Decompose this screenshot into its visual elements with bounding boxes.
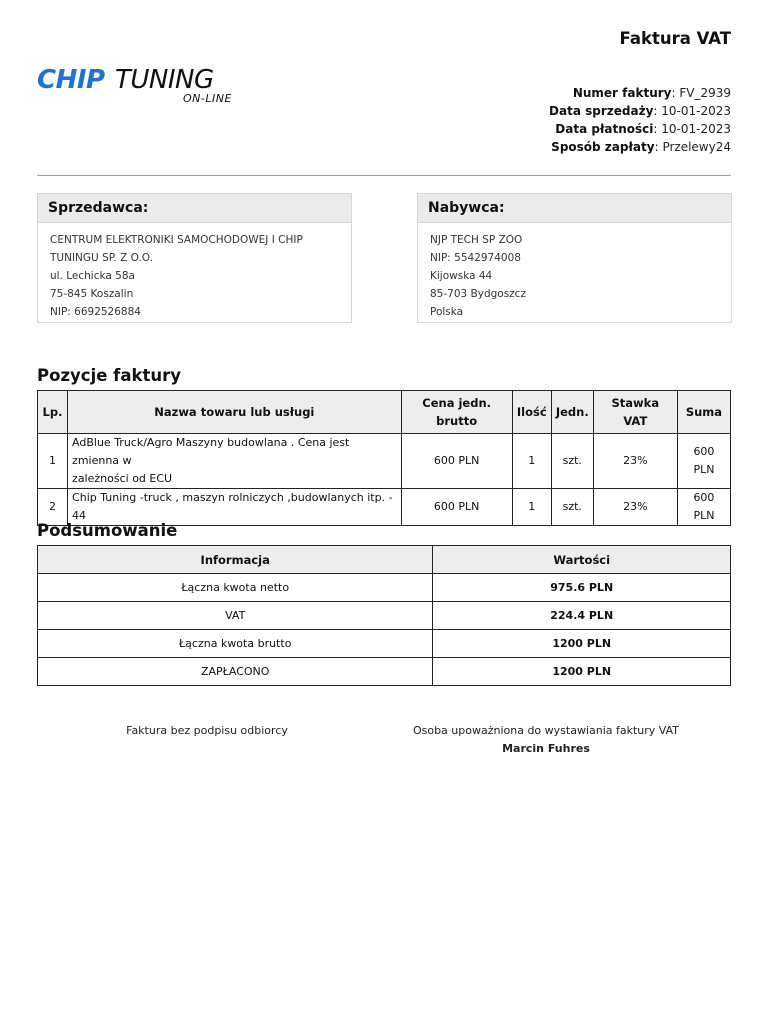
buyer-heading: Nabywca:	[418, 194, 731, 223]
col-price: Cena jedn. brutto	[401, 391, 512, 434]
cell-vat: 23%	[593, 434, 677, 489]
summary-label: Łączna kwota netto	[38, 574, 433, 602]
cell-qty: 1	[512, 489, 551, 526]
summary-row	[38, 574, 731, 602]
summary-title: Podsumowanie	[37, 521, 178, 540]
summary-value: 975.6 PLN	[433, 574, 731, 602]
buyer-box	[417, 193, 732, 323]
seller-line: CENTRUM ELEKTRONIKI SAMOCHODOWEJ I CHIP	[50, 234, 303, 246]
divider	[37, 175, 731, 176]
seller-line: 75-845 Koszalin	[50, 288, 134, 300]
cell-lp: 1	[38, 434, 68, 489]
seller-line: ul. Lechicka 58a	[50, 270, 135, 282]
summary-value: 224.4 PLN	[433, 602, 731, 630]
cell-unit: szt.	[551, 434, 593, 489]
cell-lp: 2	[38, 489, 68, 526]
summary-label: ZAPŁACONO	[38, 658, 433, 686]
cell-unit: szt.	[551, 489, 593, 526]
summary-value: 1200 PLN	[433, 630, 731, 658]
document-title: Faktura VAT	[619, 29, 731, 48]
cell-name: Chip Tuning -truck , maszyn rolniczych ,budowlanych itp. - 44	[68, 489, 402, 526]
col-qty: Ilość	[512, 391, 551, 434]
summary-label: Łączna kwota brutto	[38, 630, 433, 658]
seller-box	[37, 193, 352, 323]
footer-issuer	[396, 722, 696, 758]
cell-qty: 1	[512, 434, 551, 489]
invoice-meta	[549, 84, 731, 156]
cell-price: 600 PLN	[401, 434, 512, 489]
issuer-label: Osoba upoważniona do wystawiania faktury VAT	[412, 724, 680, 737]
svg-text:ON-LINE: ON-LINE	[183, 92, 232, 105]
buyer-line: NIP: 5542974008	[430, 252, 521, 264]
footer-recipient-note: Faktura bez podpisu odbiorcy	[126, 724, 288, 737]
summary-row	[38, 602, 731, 630]
cell-name: AdBlue Truck/Agro Maszyny budowlana . Cena jest zmienna w zależności od ECU	[68, 434, 402, 489]
col-lp: Lp.	[38, 391, 68, 434]
items-title: Pozycje faktury	[37, 366, 181, 385]
cell-price: 600 PLN	[401, 489, 512, 526]
cell-vat: 23%	[593, 489, 677, 526]
summary-header-row	[38, 546, 731, 574]
summary-table	[37, 545, 731, 686]
col-vat: Stawka VAT	[593, 391, 677, 434]
summary-row	[38, 658, 731, 686]
col-unit: Jedn.	[551, 391, 593, 434]
items-table	[37, 390, 731, 526]
table-row	[38, 434, 731, 489]
col-value: Wartości	[433, 546, 731, 574]
meta-sale-date: Data sprzedaży: 10-01-2023	[549, 104, 731, 118]
col-name: Nazwa towaru lub usługi	[68, 391, 402, 434]
meta-payment-method: Sposób zapłaty: Przelewy24	[551, 140, 731, 154]
seller-line: NIP: 6692526884	[50, 306, 141, 318]
seller-heading: Sprzedawca:	[38, 194, 351, 223]
seller-details	[38, 223, 351, 321]
buyer-line: Kijowska 44	[430, 270, 493, 282]
buyer-line: NJP TECH SP ZOO	[430, 234, 523, 246]
svg-text:CHIP: CHIP	[37, 66, 105, 95]
col-sum: Suma	[677, 391, 730, 434]
seller-line: TUNINGU SP. Z O.O.	[50, 252, 153, 264]
summary-label: VAT	[38, 602, 433, 630]
cell-sum: 600 PLN	[677, 434, 730, 489]
issuer-name: Marcin Fuhres	[502, 742, 590, 755]
buyer-line: Polska	[430, 306, 464, 318]
cell-sum: 600 PLN	[677, 489, 730, 526]
meta-payment-date: Data płatności: 10-01-2023	[555, 122, 731, 136]
buyer-line: 85-703 Bydgoszcz	[430, 288, 526, 300]
summary-row	[38, 630, 731, 658]
meta-invoice-number: Numer faktury: FV_2939	[572, 86, 731, 100]
items-header-row	[38, 391, 731, 434]
svg-text:TUNING: TUNING	[115, 66, 214, 95]
summary-value: 1200 PLN	[433, 658, 731, 686]
col-info: Informacja	[38, 546, 433, 574]
table-row	[38, 489, 731, 526]
buyer-details	[418, 223, 731, 321]
chiptuning-logo	[37, 66, 277, 106]
